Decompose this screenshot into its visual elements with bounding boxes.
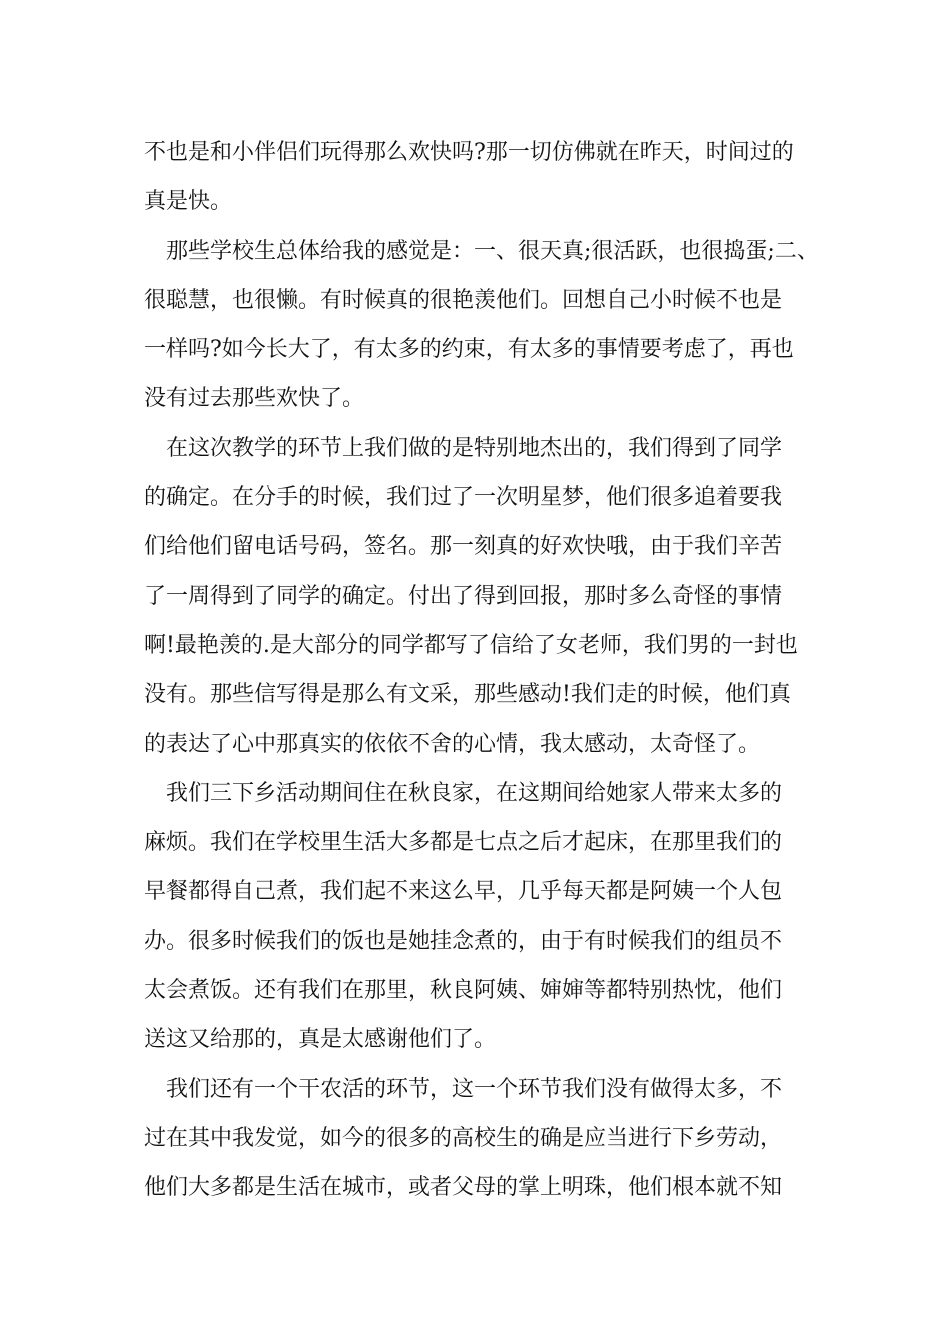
text-line: 那些学校生总体给我的感觉是：一、很天真;很活跃，也很捣蛋;二、 (166, 238, 819, 264)
text-line: 们给他们留电话号码，签名。那一刻真的好欢快哦，由于我们辛苦 (144, 534, 783, 560)
text-line: 一样吗?如今长大了，有太多的约束，有太多的事情要考虑了，再也 (144, 337, 794, 363)
text-line: 办。很多时候我们的饭也是她挂念煮的，由于有时候我们的组员不 (144, 928, 783, 954)
text-line: 没有过去那些欢快了。 (144, 386, 365, 412)
text-line: 了一周得到了同学的确定。付出了得到回报，那时多么奇怪的事情 (144, 583, 783, 609)
body-text (144, 128, 824, 1213)
text-line: 真是快。 (144, 189, 233, 215)
text-line: 的表达了心中那真实的依依不舍的心情，我太感动，太奇怪了。 (144, 731, 761, 757)
text-line: 没有。那些信写得是那么有文采，那些感动!我们走的时候，他们真 (144, 682, 791, 708)
text-line: 在这次教学的环节上我们做的是特别地杰出的，我们得到了同学 (166, 435, 783, 461)
text-line: 太会煮饭。还有我们在那里，秋良阿姨、婶婶等都特别热忱，他们 (144, 978, 783, 1004)
text-line: 我们三下乡活动期间住在秋良家，在这期间给她家人带来太多的 (166, 780, 783, 806)
text-line: 啊!最艳羡的.是大部分的同学都写了信给了女老师，我们男的一封也 (144, 632, 798, 658)
text-line: 麻烦。我们在学校里生活大多都是七点之后才起床，在那里我们的 (144, 830, 783, 856)
text-line: 我们还有一个干农活的环节，这一个环节我们没有做得太多，不 (166, 1076, 783, 1102)
text-line: 送这又给那的，真是太感谢他们了。 (144, 1027, 497, 1053)
text-line: 的确定。在分手的时候，我们过了一次明星梦，他们很多追着要我 (144, 485, 783, 511)
text-line: 早餐都得自己煮，我们起不来这么早，几乎每天都是阿姨一个人包 (144, 879, 783, 905)
text-line: 他们大多都是生活在城市，或者父母的掌上明珠，他们根本就不知 (144, 1175, 783, 1201)
text-line: 很聪慧，也很懒。有时候真的很艳羡他们。回想自己小时候不也是 (144, 287, 783, 313)
text-line: 过在其中我发觉，如今的很多的高校生的确是应当进行下乡劳动， (144, 1125, 783, 1151)
text-line: 不也是和小伴侣们玩得那么欢快吗?那一切仿佛就在昨天，时间过的 (144, 140, 794, 165)
